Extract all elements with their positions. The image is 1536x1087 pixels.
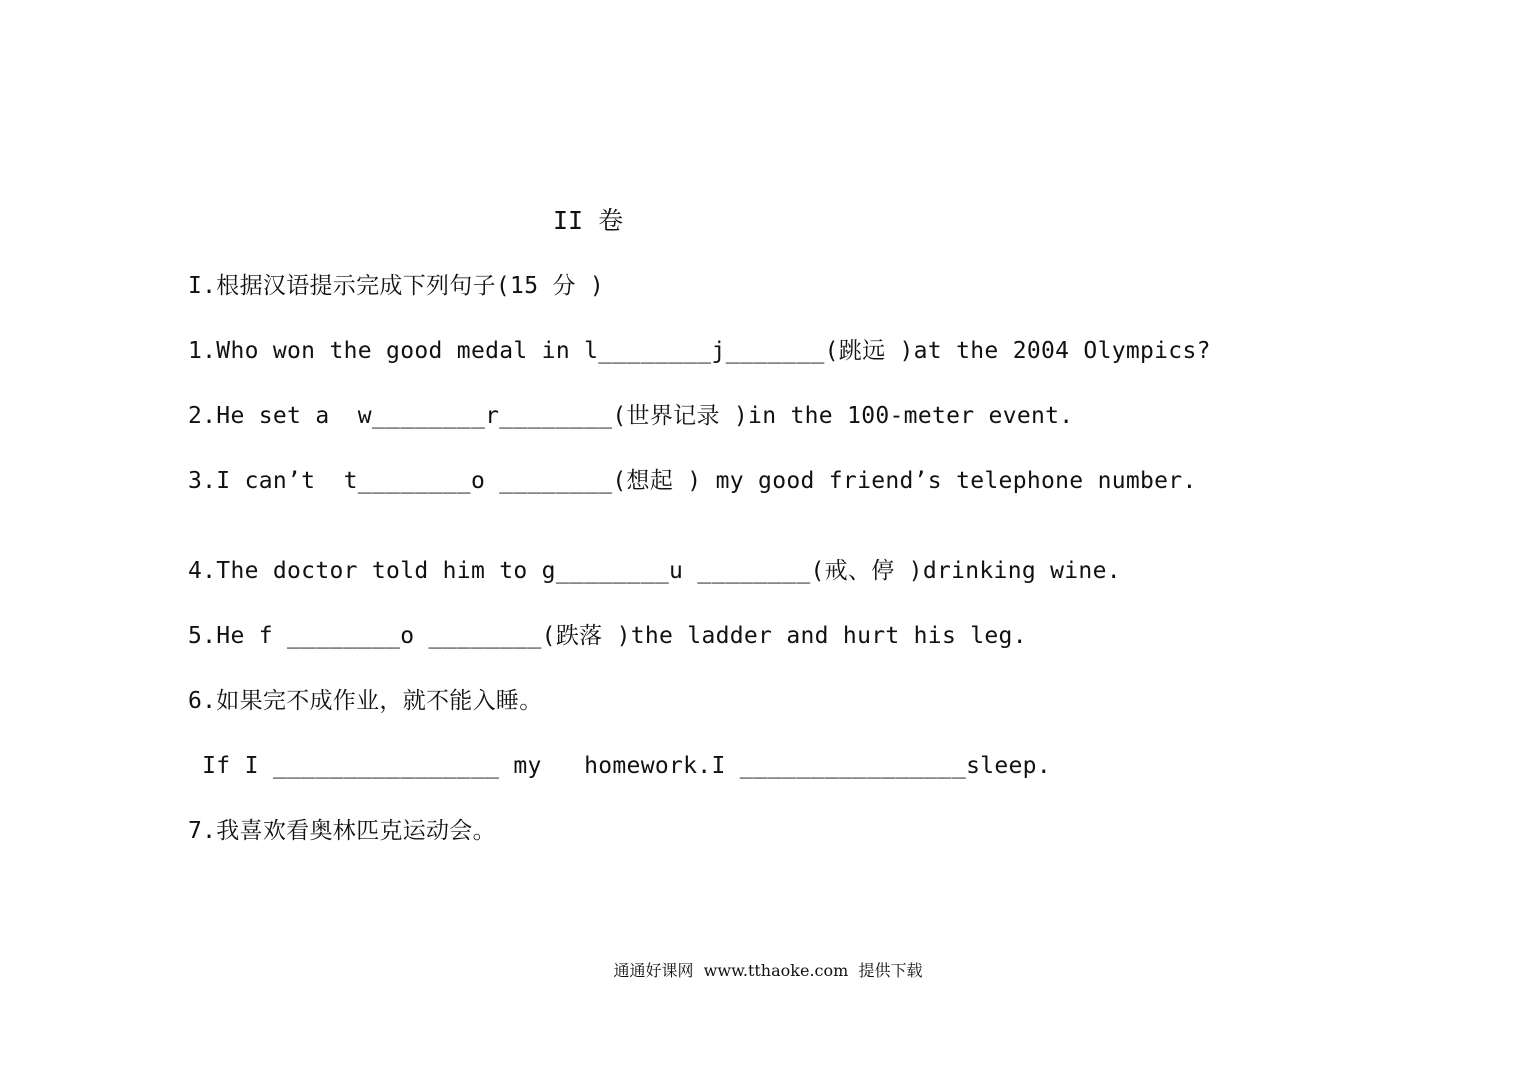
- question-1: 1.Who won the good medal in l________j_______(跳远 )at the 2004 Olympics?: [188, 338, 1211, 364]
- page-title: II 卷: [553, 206, 624, 235]
- question-3: 3.I can’t t________o ________(想起 ) my good friend’s telephone number.: [188, 468, 1197, 494]
- question-5: 5.He f ________o ________(跌落 )the ladder and hurt his leg.: [188, 623, 1027, 649]
- question-2: 2.He set a w________r________(世界记录 )in the 100-meter event.: [188, 403, 1074, 429]
- footer-source: 通通好课网 www.tthaoke.com 提供下载: [613, 961, 923, 980]
- question-6-answer-line: If I ________________ my homework.I ________________sleep.: [188, 753, 1051, 779]
- section-heading: I.根据汉语提示完成下列句子(15 分 ): [188, 273, 605, 299]
- question-6-prompt: 6.如果完不成作业，就不能入睡。: [188, 688, 543, 714]
- question-7-prompt: 7.我喜欢看奥林匹克运动会。: [188, 818, 496, 844]
- question-4: 4.The doctor told him to g________u ________(戒、停 )drinking wine.: [188, 558, 1121, 584]
